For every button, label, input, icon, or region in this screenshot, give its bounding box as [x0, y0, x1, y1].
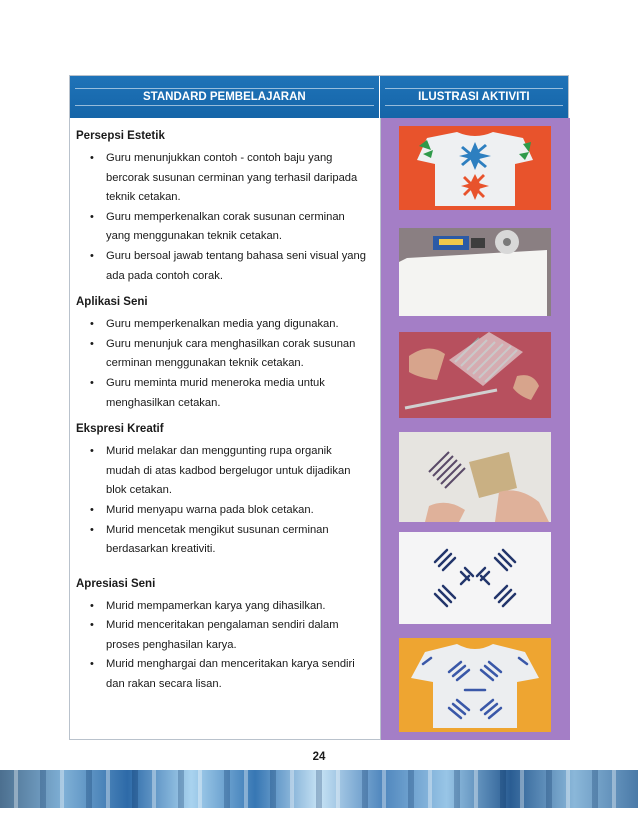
item-line: Guru memperkenalkan corak susunan cerminan	[106, 210, 345, 223]
item-line: berdasarkan kreativiti.	[106, 543, 216, 556]
photo-mirror-pattern	[399, 532, 551, 624]
activity-table	[69, 75, 569, 740]
photo-printed-shirt-orange	[399, 126, 551, 210]
photo-cutting-cardboard	[399, 332, 551, 418]
photo-stamp-printing	[399, 432, 551, 522]
section-persepsi-estetik	[76, 130, 374, 286]
list-item	[76, 655, 374, 694]
cutting-icon	[399, 332, 551, 418]
item-line: bercorak susunan cerminan yang terhasil daripada	[106, 171, 358, 184]
list-item	[76, 616, 374, 655]
section-aplikasi-seni	[76, 296, 374, 413]
item-line: menghasilkan cetakan.	[106, 396, 221, 409]
item-line: Murid menghargai dan menceritakan karya sendiri	[106, 658, 355, 671]
item-line: yang menggunakan teknik cetakan.	[106, 230, 283, 243]
item-line: Guru meminta murid meneroka media untuk	[106, 376, 325, 389]
bullet-icon: •	[90, 503, 94, 516]
header-standard-pembelajaran: STANDARD PEMBELAJARAN	[70, 76, 380, 118]
bullet-icon: •	[90, 619, 94, 632]
item-line: Murid mencetak mengikut susunan cerminan	[106, 523, 329, 536]
bullet-icon: •	[90, 658, 94, 671]
item-line: Guru menunjuk cara menghasilkan corak susunan	[106, 337, 356, 350]
item-line: Guru bersoal jawab tentang bahasa seni visual yang	[106, 249, 366, 262]
item-line: dan rakan secara lisan.	[106, 678, 222, 691]
bullet-icon: •	[90, 210, 94, 223]
bullet-icon: •	[90, 318, 94, 331]
section-title: Ekspresi Kreatif	[76, 423, 164, 436]
bullet-list	[76, 315, 374, 413]
item-line: Guru memperkenalkan media yang digunakan.	[106, 318, 339, 331]
bullet-icon: •	[90, 523, 94, 536]
bullet-icon: •	[90, 337, 94, 350]
stamping-icon	[399, 432, 551, 522]
item-line: cerminan menggunakan teknik cetakan.	[106, 357, 304, 370]
item-line: Guru menunjukkan contoh - contoh baju yang	[106, 152, 333, 164]
bullet-list	[76, 149, 374, 286]
list-item	[76, 315, 374, 335]
list-item	[76, 149, 374, 208]
photo-materials	[399, 228, 551, 316]
item-line: proses penghasilan karya.	[106, 638, 237, 651]
table-header	[70, 76, 568, 118]
section-title: Persepsi Estetik	[76, 130, 165, 142]
page-number: 24	[312, 751, 326, 763]
header-ilustrasi-aktiviti: ILUSTRASI AKTIVITI	[380, 76, 568, 118]
list-item	[76, 374, 374, 413]
illustration-column	[381, 118, 570, 740]
item-line: Murid menceritakan pengalaman sendiri dalam	[106, 619, 339, 632]
section-title: Aplikasi Seni	[76, 296, 148, 309]
list-item	[76, 442, 374, 501]
list-item	[76, 521, 374, 560]
item-line: ada pada contoh corak.	[106, 269, 223, 282]
item-line: mudah di atas kadbod bergelugor untuk dijadikan	[106, 464, 351, 477]
section-apresiasi-seni	[76, 578, 374, 695]
materials-icon	[399, 228, 551, 316]
bullet-icon: •	[90, 376, 94, 389]
bullet-icon: •	[90, 152, 94, 164]
section-ekspresi-kreatif	[76, 423, 374, 560]
standards-column	[70, 118, 381, 740]
photo-printed-shirt-yellow	[399, 638, 551, 732]
section-title: Apresiasi Seni	[76, 577, 156, 590]
item-line: Murid menyapu warna pada blok cetakan.	[106, 503, 314, 516]
item-line: teknik cetakan.	[106, 191, 181, 204]
bullet-icon: •	[90, 599, 94, 612]
list-item	[76, 335, 374, 374]
shirt-yellow-icon	[399, 638, 551, 732]
bullet-list	[76, 442, 374, 560]
bullet-icon: •	[90, 445, 94, 458]
bullet-list	[76, 597, 374, 695]
list-item	[76, 597, 374, 617]
bullet-icon: •	[90, 249, 94, 262]
item-line: blok cetakan.	[106, 484, 172, 497]
list-item	[76, 208, 374, 247]
list-item	[76, 247, 374, 286]
decorative-footer-band	[0, 770, 638, 808]
item-line: Murid mempamerkan karya yang dihasilkan.	[106, 599, 326, 612]
mirror-pattern-icon	[399, 532, 551, 624]
list-item	[76, 501, 374, 521]
item-line: Murid melakar dan menggunting rupa organik	[106, 445, 332, 458]
shirt-orange-icon	[399, 126, 551, 210]
